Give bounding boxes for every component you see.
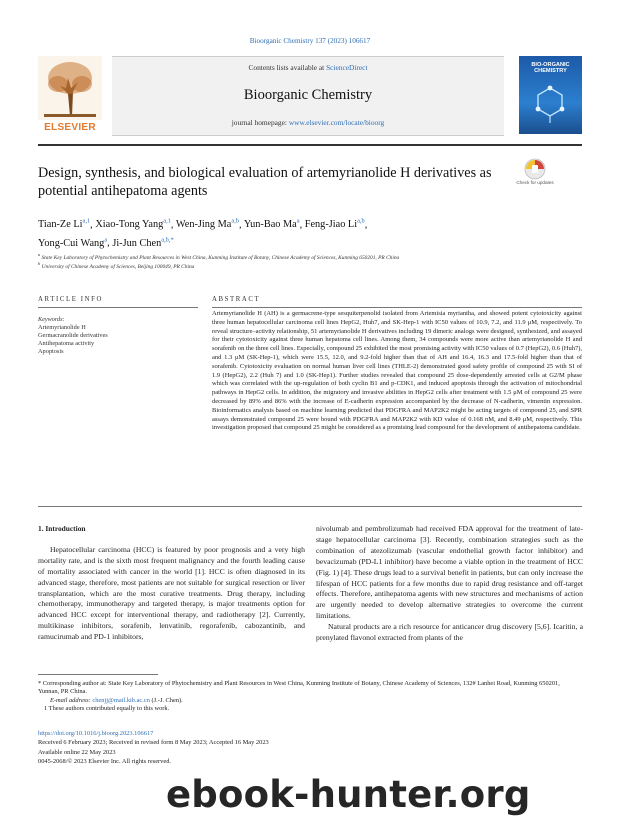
crossmark-label: Check for updates xyxy=(516,180,554,185)
contents-line: Contents lists available at ScienceDirect xyxy=(248,63,368,72)
footnotes xyxy=(38,680,582,714)
author-1[interactable]: Tian-Ze Li$^{a,1}$ xyxy=(38,218,91,231)
journal-homepage-link[interactable]: www.elsevier.com/locate/bioorg xyxy=(288,118,385,127)
keywords-label: Keywords: xyxy=(38,316,65,323)
journal-title: Bioorganic Chemistry xyxy=(243,87,373,103)
affiliation-b: $^b$ University of Chinese Academy of Sciences, Beijing 100049, PR China xyxy=(38,261,195,270)
introduction-heading: 1. Introduction xyxy=(38,524,86,533)
cover-molecule-graphic xyxy=(529,84,571,124)
author-2[interactable]: Xiao-Tong Yang$^{a,1}$ xyxy=(95,218,171,231)
email-link[interactable]: chenjj@mail.kib.ac.cn xyxy=(92,696,150,704)
author-3[interactable]: Wen-Jing Ma$^{a,b}$ xyxy=(175,218,240,231)
abstract-heading: ABSTRACT xyxy=(212,296,261,303)
corresponding-author-note: * Corresponding author at: State Key Laboratory of Phytochemistry and Plant Resources in West China, Kunming Institute of Botany, Chinese Academy of Sciences, 132# Lanhei Road, Kunming 650201, Yunnan, PR China. xyxy=(38,680,560,696)
publication-info xyxy=(38,729,338,767)
intro-paragraph-2: nivolumab and pembrolizumab had received FDA approval for the treatment of late-stage hepatocellular carcinoma [3]. Recently, combination strategies such as the combination of atezolizumab (vascular endothelial growth factor inhibitor) and bevacizumab (PD-L1 inhibitor) have become a viable option in the treatment of HCC (Fig. 1) [4]. These drugs lead to a survival benefit in patients, but can only increase the lifespan of HCC patients for a few months due to rapid drug resistance and off-target effects. Therefore, antihepatoma agents with new structures and mechanisms of action are urgently needed to develop alternative strategies to overcome the current limitations. xyxy=(316,524,583,621)
equal-contribution-note: 1 These authors contributed equally to this work. xyxy=(44,705,170,713)
masthead-divider xyxy=(38,144,582,146)
article-info-rule xyxy=(38,307,198,308)
keyword-2: Germacranolide derivatives xyxy=(38,332,108,339)
author-list: Tian-Ze Li$^{a,1}$, Xiao-Tong Yang$^{a,1}$, Wen-Jing Ma$^{a,b}$, Yun-Bao Ma$^a$, Feng-Jiao Li$^{a,b}$, Yong-Cui Wang$^a$, Ji-Jun Chen$^{a,b,*}$ xyxy=(38,218,368,249)
author-4[interactable]: Yun-Bao Ma$^a$ xyxy=(243,218,300,231)
affiliation-a: $^a$ State Key Laboratory of Phytochemistry and Plant Resources in West China, Kunming Institute of Botany, Chinese Academy of Sciences, Kunming 650201, PR China xyxy=(38,252,400,261)
journal-reference[interactable]: Bioorganic Chemistry 137 (2023) 106617 xyxy=(249,37,371,45)
author-7[interactable]: Ji-Jun Chen$^{a,b,*}$ xyxy=(112,236,174,249)
intro-paragraph-1: Hepatocellular carcinoma (HCC) is featured by poor prognosis and a very high mortality rate, and is the sixth most frequent malignancy and the fourth leading cause of mortality associated with cancer in the world [1]. HCC is often diagnosed in its advanced stage, therefore, most patients are not suitable for surgical resection or liver transplantation, which are the most curative treatments. Drug therapy, including chemotherapy, immunotherapy and targeted therapy, is major treatments option for advanced HCC except for interventional therapy, and radiotherapy [2]. Currently, multikinase inhibitors, sorafenib, lenvatinib, regorafenib, cabozantinib, and ramucirumab and PD-1 inhibitors, xyxy=(38,544,305,642)
homepage-line: journal homepage: www.elsevier.com/locate/bioorg xyxy=(231,118,385,127)
keyword-4: Apoptosis xyxy=(38,348,64,355)
author-6[interactable]: Yong-Cui Wang$^a$ xyxy=(38,236,108,249)
available-online: Available online 22 May 2023 xyxy=(38,748,116,756)
footnote-rule xyxy=(38,674,158,675)
watermark-text: ebook-hunter.org xyxy=(166,773,531,816)
cover-title: BIO-ORGANIC CHEMISTRY xyxy=(531,62,570,75)
doi-link[interactable]: https://doi.org/10.1016/j.bioorg.2023.106617 xyxy=(38,730,154,737)
abstract-rule-top xyxy=(212,307,582,308)
keyword-1: Artemyrianolide H xyxy=(38,324,86,331)
body-left-column xyxy=(38,524,305,643)
email-note: E-mail address: chenjj@mail.kib.ac.cn (J.-J. Chen). xyxy=(50,696,183,704)
journal-banner xyxy=(112,56,504,136)
article-info-heading: ARTICLE INFO xyxy=(38,296,104,303)
sciencedirect-link[interactable]: ScienceDirect xyxy=(326,63,368,72)
copyright-line: 0045-2068/© 2023 Elsevier Inc. All rights reserved. xyxy=(38,758,171,766)
abstract-rule-bottom xyxy=(38,506,582,507)
intro-paragraph-3: Natural products are a rich resource for anticancer drug discovery [5,6]. Icaritin, a prenylated flavonol extracted from plants of the xyxy=(316,622,583,643)
received-dates: Received 6 February 2023; Received in revised form 8 May 2023; Accepted 16 May 2023 xyxy=(38,739,269,747)
keyword-3: Antihepatoma activity xyxy=(38,340,95,347)
article-title: Design, synthesis, and biological evaluation of artemyrianolide H derivatives as potential antihepatoma agents xyxy=(38,165,492,199)
elsevier-wordmark: ELSEVIER xyxy=(44,122,96,133)
masthead xyxy=(38,56,582,136)
author-5[interactable]: Feng-Jiao Li$^{a,b}$ xyxy=(304,218,365,231)
abstract-text: Artemyrianolide H (AH) is a germacrene-type sesquiterpenolid isolated from Artemisia myriantha, and showed potent cytotoxicity against three human hepatocellular carcinoma cell lines HepG2, Huh7, and SK-Hep-1 with IC50 values of 10.9, 7.2, and 11.9 μM, respectively. To reveal structure–activity relationship, 51 artemyrianolide H derivatives including 19 dimeric analogs were designed, synthesized, and assayed for their cytotoxicity against three human hepatoma cell lines. Among them, 34 compounds were more active than artemyrianolide H and sorafenib on the three cell lines. Especially, compound 25 exhibited the most promising activity with IC50 values of 0.7 (HepG2), 0.6 (Huh7), and 1.3 μM (SK-Hep-1), which were 15.5, 12.0, and 9.2-fold higher than that of AH and 16.4, 16.3 and 17.5-fold higher than that of sorafenib. Cytotoxicity evaluation on normal human liver cell lines (THLE-2) demonstrated good safety profile of compound 25 with SI of 1.9 (HepG2), 2.2 (Huh 7) and 1.0 (SK-Hep1). Further studies revealed that compound 25 dose-dependently arrested cells at G2/M phase which was correlated with the up-regulation of both cyclin B1 and p-CDK1, and induced apoptosis through the activation of mitochondrial pathways in HepG2 cells. In addition, the migratory and invasive abilities in HepG2 cells after treatment with 1.5 μM of compound 25 were decreased by 89% and 86% with the increase of E-cadherin expression accompanied by the decrease of N-cadherin, vimentin expression. Bioinformatics analysis based on machine learning predicted that PDGFRA and MAP2K2 might be acting targets of compound 25, and SPR assays demonstrated compound 25 were bound with PDGFRA and MAP2K2 with KD value of 0.168 nM, and 8.49 μM, respectively. This investigation proposed that compound 25 might be considered as a promising lead compound for the development of antihepatoma candidate. xyxy=(212,310,582,432)
body-right-column xyxy=(316,524,583,644)
journal-cover-image[interactable] xyxy=(519,56,582,134)
